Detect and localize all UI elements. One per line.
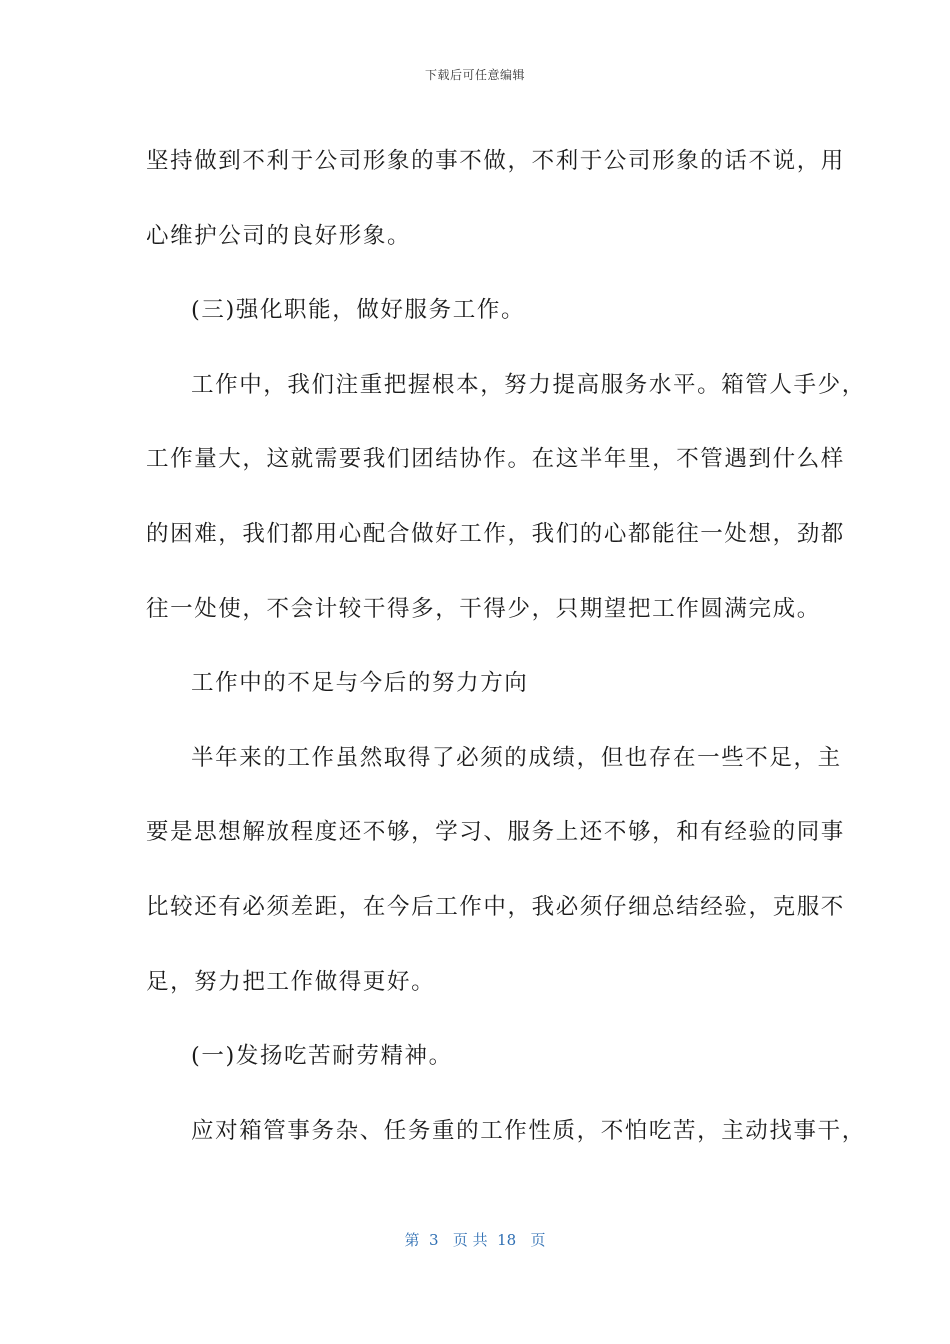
paragraph-line: 应对箱管事务杂、任务重的工作性质，不怕吃苦，主动找事干， [191, 1117, 866, 1144]
document-body [146, 124, 866, 1168]
paragraph-line: 坚持做到不利于公司形象的事不做，不利于公司形象的话不说，用 [146, 148, 845, 174]
section-heading: 工作中的不足与今后的努力方向 [191, 670, 529, 697]
paragraph-line: 心维护公司的良好形象。 [146, 222, 412, 249]
paragraph-line: 工作中，我们注重把握根本，努力提高服务水平。箱管人手少， [191, 371, 866, 398]
paragraph-line: 工作量大，这就需要我们团结协作。在这半年里，不管遇到什么样 [146, 446, 845, 473]
paragraph-line: 比较还有必须差距，在今后工作中，我必须仔细总结经验，克服不 [146, 893, 845, 920]
paragraph-line: 足，努力把工作做得更好。 [146, 968, 436, 995]
section-heading: (一)发扬吃苦耐劳精神。 [191, 1043, 453, 1070]
paragraph-line: 的困难，我们都用心配合做好工作，我们的心都能往一处想，劲都 [146, 520, 845, 547]
paragraph-line: 往一处使，不会计较干得多，干得少，只期望把工作圆满完成。 [146, 595, 821, 622]
header-note: 下载后可任意编辑 [424, 68, 525, 82]
page-number: 第 3 页 共 18 页 [404, 1231, 546, 1249]
paragraph-line: 要是思想解放程度还不够，学习、服务上还不够，和有经验的同事 [146, 819, 845, 846]
section-heading: (三)强化职能，做好服务工作。 [191, 297, 526, 324]
paragraph-line: 半年来的工作虽然取得了必须的成绩，但也存在一些不足，主 [191, 744, 842, 771]
